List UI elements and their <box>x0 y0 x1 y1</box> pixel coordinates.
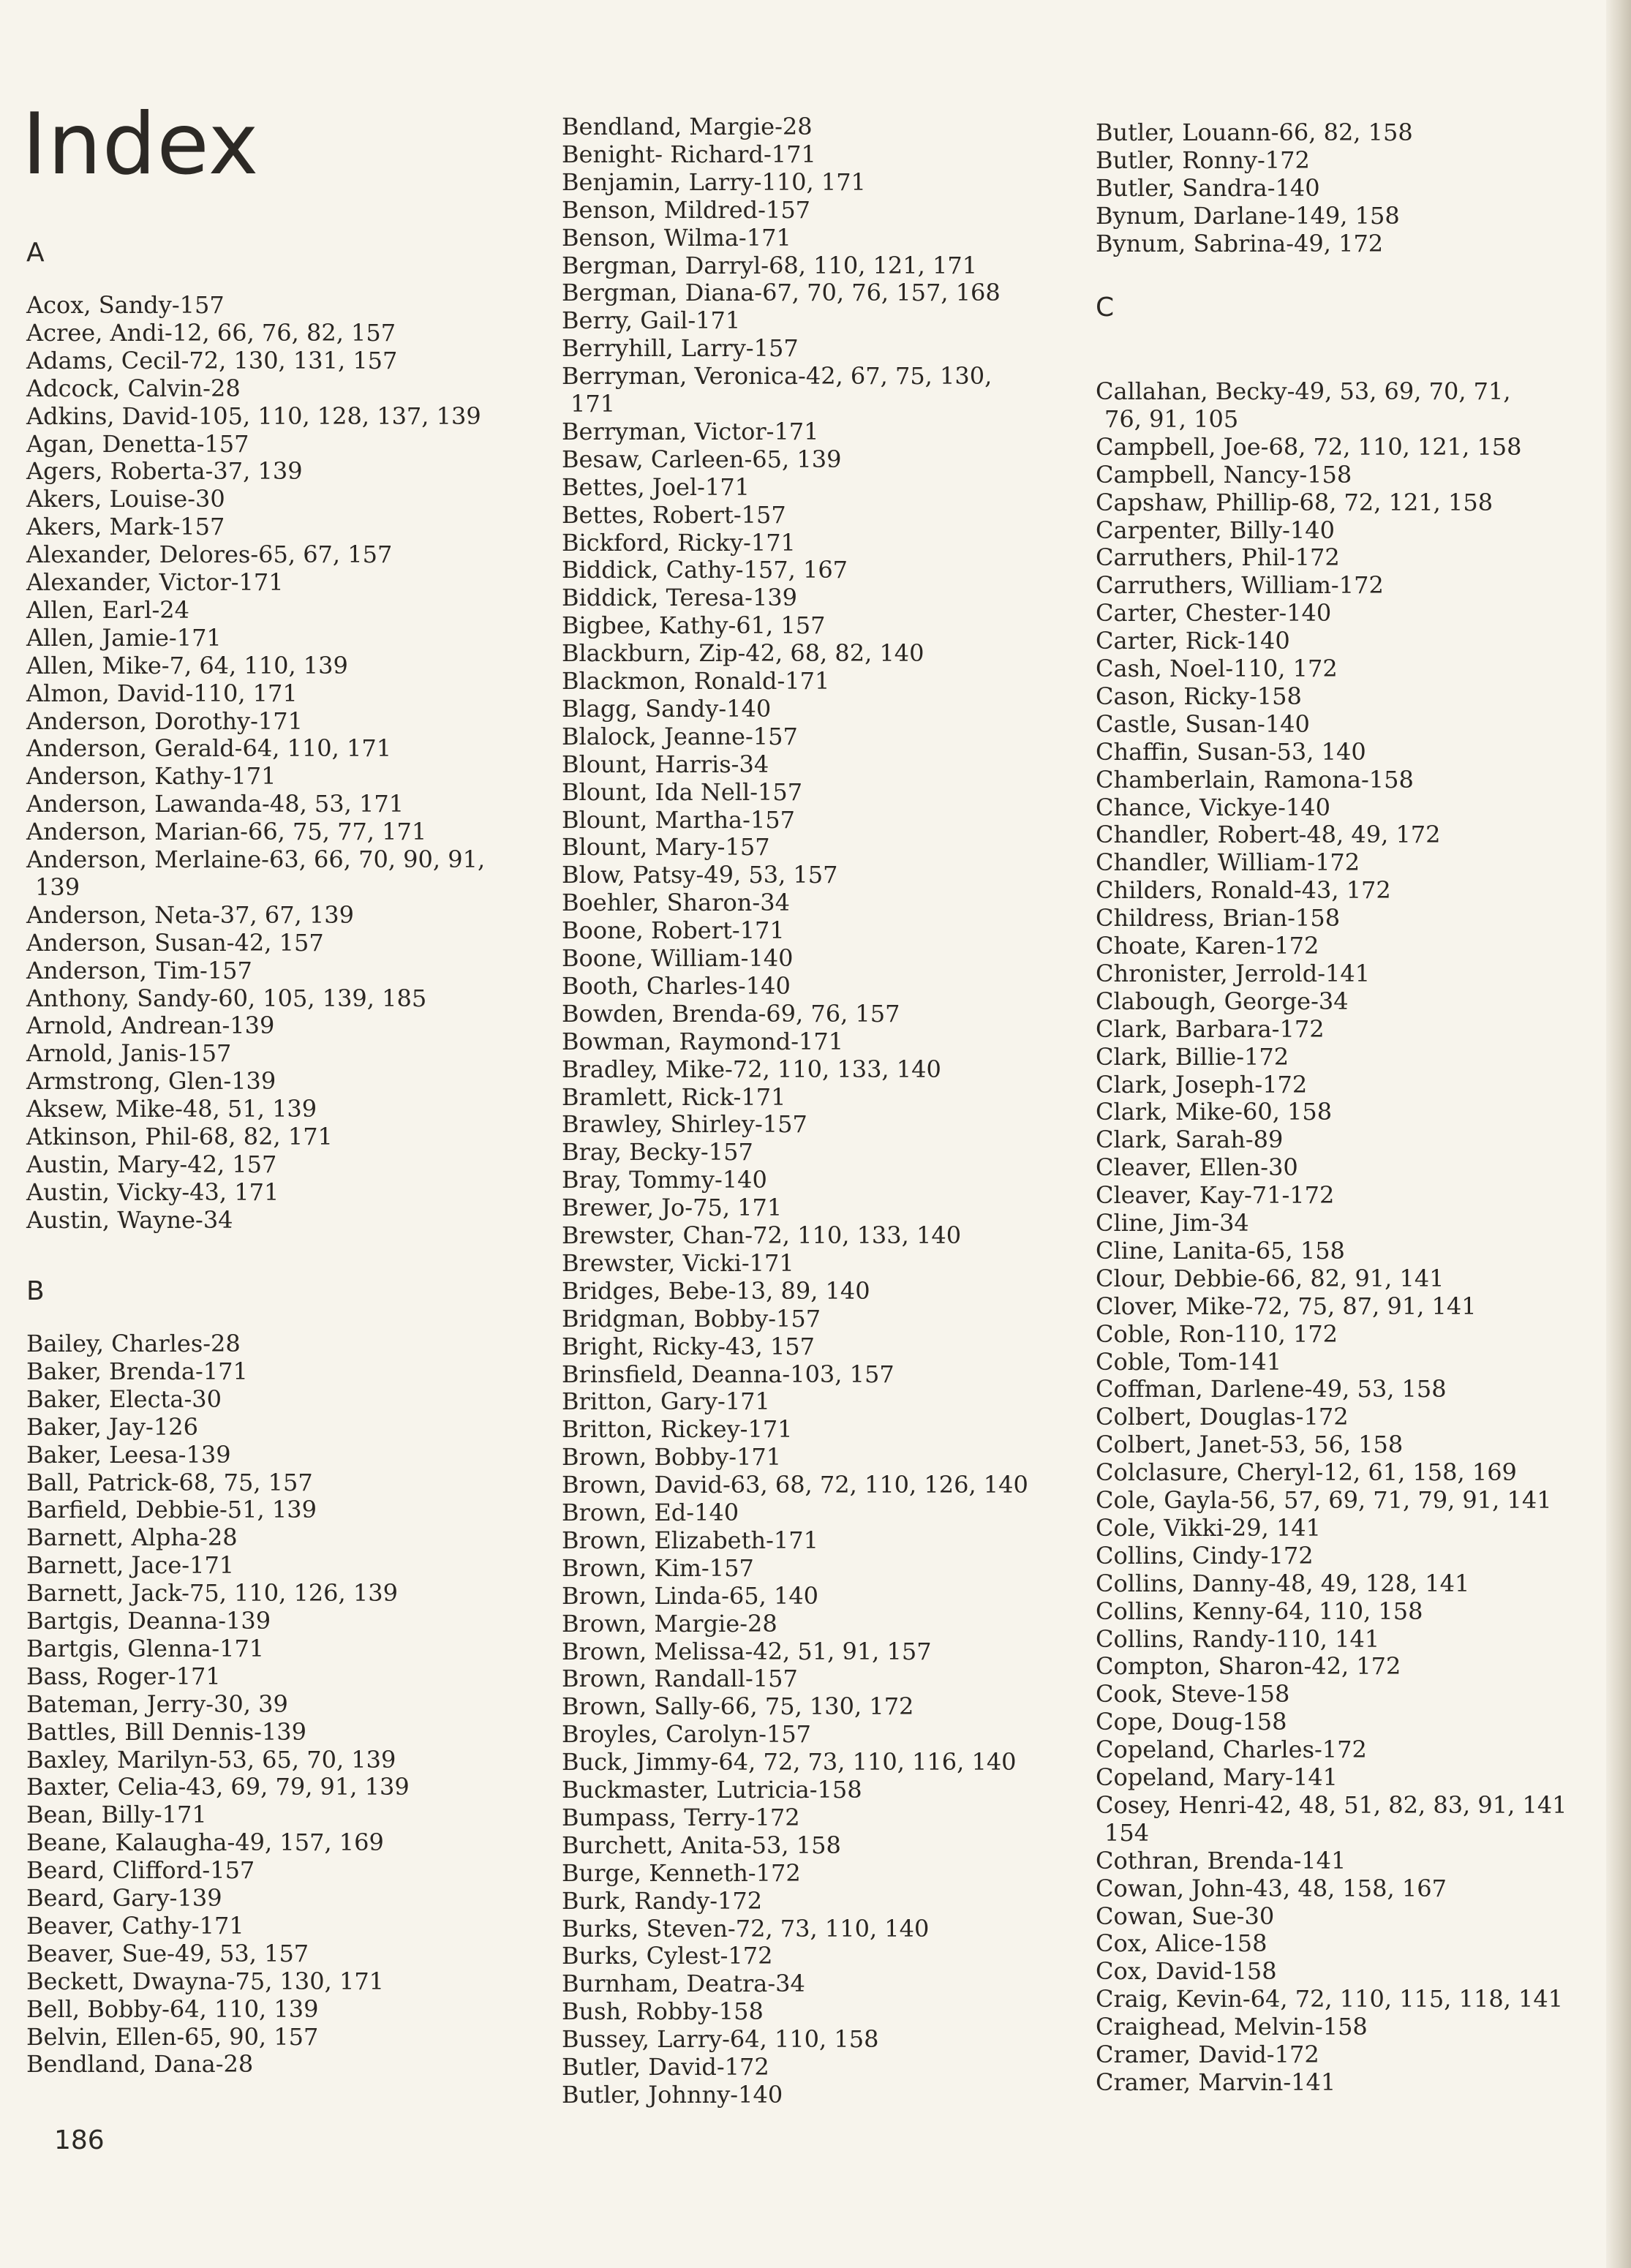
index-entry: Brawley, Shirley-157 <box>562 1110 807 1139</box>
section-letter: B <box>26 1276 45 1306</box>
index-entry: Brown, Randall-157 <box>562 1665 798 1693</box>
index-entry: Baker, Brenda-171 <box>26 1357 248 1385</box>
index-entry: Boone, Robert-171 <box>562 916 785 945</box>
index-entry: Bridges, Bebe-13, 89, 140 <box>562 1276 870 1305</box>
index-entry: Baker, Jay-126 <box>26 1412 198 1441</box>
index-entry: Biddick, Cathy-157, 167 <box>562 556 848 584</box>
index-entry: Baker, Leesa-139 <box>26 1440 231 1469</box>
index-entry: Castle, Susan-140 <box>1096 709 1310 738</box>
index-entry: Battles, Bill Dennis-139 <box>26 1717 306 1746</box>
index-entry <box>1096 1792 1567 1847</box>
section-letter: C <box>1096 293 1115 323</box>
index-entry: Burks, Steven-72, 73, 110, 140 <box>562 1914 930 1943</box>
index-entry: Collins, Cindy-172 <box>1096 1541 1314 1570</box>
index-entry-continuation: 154 <box>1104 1818 1150 1847</box>
index-entry: Boehler, Sharon-34 <box>562 889 790 917</box>
index-entry: Choate, Karen-172 <box>1096 932 1319 960</box>
index-entry: Brown, Melissa-42, 51, 91, 157 <box>562 1637 932 1665</box>
index-entry: Carter, Rick-140 <box>1096 627 1290 655</box>
index-entry: Beane, Kalaugha-49, 157, 169 <box>26 1828 384 1857</box>
index-entry: Craighead, Melvin-158 <box>1096 2013 1368 2041</box>
index-entry: Brown, Elizabeth-171 <box>562 1526 818 1554</box>
index-entry: Blount, Martha-157 <box>562 805 796 834</box>
index-entry: Bettes, Robert-157 <box>562 500 786 529</box>
index-entry: Barnett, Jace-171 <box>26 1551 235 1580</box>
index-entry: Blagg, Sandy-140 <box>562 694 772 723</box>
index-entry: Clover, Mike-72, 75, 87, 91, 141 <box>1096 1292 1477 1320</box>
index-entry: Cox, Alice-158 <box>1096 1929 1267 1958</box>
index-entry: Cowan, Sue-30 <box>1096 1902 1275 1930</box>
index-entry: Colclasure, Cheryl-12, 61, 158, 169 <box>1096 1458 1517 1487</box>
index-entry: Buck, Jimmy-64, 72, 73, 110, 116, 140 <box>562 1748 1017 1777</box>
index-entry: Besaw, Carleen-65, 139 <box>562 445 842 473</box>
index-entry: Collins, Randy-110, 141 <box>1096 1624 1380 1653</box>
index-entry: Carruthers, Phil-172 <box>1096 543 1340 572</box>
index-entry: Clark, Sarah-89 <box>1096 1126 1284 1154</box>
index-entry: Cowan, John-43, 48, 158, 167 <box>1096 1874 1447 1902</box>
index-entry: Arnold, Andrean-139 <box>26 1011 275 1040</box>
index-entry: Brown, Linda-65, 140 <box>562 1581 819 1610</box>
index-entry: Beard, Gary-139 <box>26 1884 222 1912</box>
index-entry: Cline, Lanita-65, 158 <box>1096 1236 1345 1265</box>
index-entry: Acree, Andi-12, 66, 76, 82, 157 <box>26 318 396 347</box>
index-entry: Alexander, Delores-65, 67, 157 <box>26 540 393 569</box>
index-entry: Anderson, Lawanda-48, 53, 171 <box>26 790 404 818</box>
index-entry: Bush, Robby-158 <box>562 1997 764 2026</box>
index-entry: Anderson, Kathy-171 <box>26 762 276 791</box>
index-entry: Clark, Mike-60, 158 <box>1096 1098 1333 1126</box>
index-entry: Clour, Debbie-66, 82, 91, 141 <box>1096 1264 1444 1292</box>
index-entry: Austin, Mary-42, 157 <box>26 1150 277 1178</box>
index-entry: Blackmon, Ronald-171 <box>562 667 830 695</box>
page-number: 186 <box>54 2125 105 2155</box>
index-entry: Blow, Patsy-49, 53, 157 <box>562 861 838 889</box>
index-entry: Acox, Sandy-157 <box>26 291 225 319</box>
index-entry: Brewer, Jo-75, 171 <box>562 1194 783 1222</box>
index-entry: Belvin, Ellen-65, 90, 157 <box>26 2022 319 2051</box>
index-entry: Bean, Billy-171 <box>26 1801 207 1829</box>
index-entry: Capshaw, Phillip-68, 72, 121, 158 <box>1096 488 1493 516</box>
index-entry: Bray, Becky-157 <box>562 1138 753 1167</box>
index-entry: Benson, Wilma-171 <box>562 223 791 252</box>
index-entry: Blount, Mary-157 <box>562 833 770 862</box>
index-entry: Anderson, Tim-157 <box>26 956 252 984</box>
index-entry: Compton, Sharon-42, 172 <box>1096 1652 1401 1681</box>
index-entry: Carpenter, Billy-140 <box>1096 516 1335 544</box>
index-entry: Berryhill, Larry-157 <box>562 334 799 363</box>
index-entry: Armstrong, Glen-139 <box>26 1067 276 1096</box>
index-entry: Adkins, David-105, 110, 128, 137, 139 <box>26 402 481 430</box>
index-entry: Allen, Earl-24 <box>26 595 189 624</box>
index-entry: Brown, Sally-66, 75, 130, 172 <box>562 1692 914 1721</box>
index-entry: Allen, Mike-7, 64, 110, 139 <box>26 651 348 679</box>
index-entry: Bramlett, Rick-171 <box>562 1082 786 1111</box>
index-entry: Blount, Ida Nell-157 <box>562 777 803 806</box>
index-entry: Cleaver, Kay-71-172 <box>1096 1181 1335 1210</box>
index-entry: Copeland, Mary-141 <box>1096 1763 1338 1791</box>
index-entry: Agan, Denetta-157 <box>26 429 249 458</box>
index-entry: Brown, David-63, 68, 72, 110, 126, 140 <box>562 1471 1028 1499</box>
index-entry: Benight- Richard-171 <box>562 140 816 168</box>
index-entry: Brown, Bobby-171 <box>562 1443 782 1472</box>
index-entry: Brown, Kim-157 <box>562 1553 754 1582</box>
index-entry: Bateman, Jerry-30, 39 <box>26 1689 288 1718</box>
index-entry: Chaffin, Susan-53, 140 <box>1096 737 1366 766</box>
index-entry <box>562 363 992 418</box>
index-entry: Anderson, Dorothy-171 <box>26 707 303 735</box>
index-entry: Bowman, Raymond-171 <box>562 1027 844 1055</box>
index-entry: Carter, Chester-140 <box>1096 599 1332 628</box>
page-edge <box>1606 0 1631 2268</box>
index-entry: Cope, Doug-158 <box>1096 1708 1287 1736</box>
index-entry: Cothran, Brenda-141 <box>1096 1846 1346 1875</box>
index-entry: Benson, Mildred-157 <box>562 195 811 224</box>
index-entry: Barnett, Jack-75, 110, 126, 139 <box>26 1579 398 1608</box>
index-entry: Anthony, Sandy-60, 105, 139, 185 <box>26 984 427 1012</box>
index-entry: Copeland, Charles-172 <box>1096 1736 1367 1764</box>
index-entry: Bickford, Ricky-171 <box>562 528 796 557</box>
index-entry: Childress, Brian-158 <box>1096 904 1341 933</box>
index-entry: Agers, Roberta-37, 139 <box>26 457 303 486</box>
index-entry: Adcock, Calvin-28 <box>26 374 241 402</box>
index-entry: Almon, David-110, 171 <box>26 679 298 707</box>
index-entry: Boone, William-140 <box>562 944 794 972</box>
index-entry: Bynum, Sabrina-49, 172 <box>1096 229 1384 257</box>
index-entry: Barfield, Debbie-51, 139 <box>26 1496 317 1524</box>
index-entry: Chandler, William-172 <box>1096 848 1360 877</box>
index-entry: Brown, Ed-140 <box>562 1499 739 1526</box>
index-entry: Cole, Vikki-29, 141 <box>1096 1513 1322 1542</box>
index-entry: Clark, Joseph-172 <box>1096 1070 1308 1099</box>
index-entry: Booth, Charles-140 <box>562 971 791 1000</box>
index-entry: Cramer, David-172 <box>1096 2041 1319 2068</box>
index-entry: Barnett, Alpha-28 <box>26 1523 238 1552</box>
index-entry: Berry, Gail-171 <box>562 306 741 335</box>
index-entry: Butler, Louann-66, 82, 158 <box>1096 118 1413 146</box>
index-entry: Clark, Barbara-172 <box>1096 1014 1325 1043</box>
index-entry: Cason, Ricky-158 <box>1096 682 1302 710</box>
index-entry: Blount, Harris-34 <box>562 750 769 778</box>
index-entry: Ball, Patrick-68, 75, 157 <box>26 1468 313 1496</box>
index-entry: Beaver, Cathy-171 <box>26 1911 244 1940</box>
index-entry-text: Callahan, Becky-49, 53, 69, 70, 71, <box>1096 377 1511 405</box>
index-entry: Bell, Bobby-64, 110, 139 <box>26 1994 319 2023</box>
index-entry: Anderson, Marian-66, 75, 77, 171 <box>26 818 427 846</box>
index-entry: Adams, Cecil-72, 130, 131, 157 <box>26 346 398 374</box>
index-entry: Baxter, Celia-43, 69, 79, 91, 139 <box>26 1773 410 1801</box>
index-entry: Burnham, Deatra-34 <box>562 1970 805 1998</box>
index-entry: Bray, Tommy-140 <box>562 1166 767 1194</box>
section-letter: A <box>26 238 45 268</box>
index-entry: Bumpass, Terry-172 <box>562 1803 800 1831</box>
index-entry: Blackburn, Zip-42, 68, 82, 140 <box>562 639 924 668</box>
index-entry: Austin, Vicky-43, 171 <box>26 1178 279 1206</box>
index-entry: Cramer, Marvin-141 <box>1096 2068 1336 2096</box>
index-entry: Coble, Tom-141 <box>1096 1347 1282 1376</box>
index-entry: Bridgman, Bobby-157 <box>562 1304 821 1333</box>
index-entry: Coffman, Darlene-49, 53, 158 <box>1096 1375 1447 1404</box>
index-entry-text: Berryman, Veronica-42, 67, 75, 130, <box>562 362 992 391</box>
index-entry-continuation: 76, 91, 105 <box>1104 404 1239 433</box>
index-entry: Bynum, Darlane-149, 158 <box>1096 201 1400 230</box>
index-entry: Cole, Gayla-56, 57, 69, 71, 79, 91, 141 <box>1096 1486 1552 1514</box>
index-entry: Arnold, Janis-157 <box>26 1039 232 1068</box>
index-entry: Carruthers, William-172 <box>1096 571 1384 600</box>
index-entry: Cline, Jim-34 <box>1096 1209 1249 1237</box>
index-entry: Brewster, Chan-72, 110, 133, 140 <box>562 1221 962 1249</box>
index-entry: Broyles, Carolyn-157 <box>562 1720 812 1749</box>
index-entry: Alexander, Victor-171 <box>26 568 284 596</box>
index-entry: Colbert, Douglas-172 <box>1096 1403 1349 1431</box>
page-title: Index <box>22 95 260 194</box>
index-entry: Butler, Johnny-140 <box>562 2080 783 2109</box>
index-entry: Britton, Rickey-171 <box>562 1415 793 1444</box>
index-entry: Chronister, Jerrold-141 <box>1096 959 1371 987</box>
index-entry: Chandler, Robert-48, 49, 172 <box>1096 821 1441 849</box>
index-entry <box>1096 378 1511 434</box>
index-entry: Bass, Roger-171 <box>26 1662 221 1690</box>
index-entry: Beaver, Sue-49, 53, 157 <box>26 1939 309 1967</box>
index-entry: Allen, Jamie-171 <box>26 623 222 652</box>
index-entry: Campbell, Nancy-158 <box>1096 460 1352 489</box>
index-entry: Clark, Billie-172 <box>1096 1042 1289 1071</box>
index-entry: Benjamin, Larry-110, 171 <box>562 167 866 196</box>
index-entry: Burge, Kenneth-172 <box>562 1858 801 1887</box>
index-entry: Brinsfield, Deanna-103, 157 <box>562 1360 894 1388</box>
index-entry: Brown, Margie-28 <box>562 1609 777 1638</box>
index-entry: Bendland, Dana-28 <box>26 2050 254 2079</box>
index-entry: Bettes, Joel-171 <box>562 472 750 501</box>
index-entry: Clabough, George-34 <box>1096 987 1349 1015</box>
index-entry: Austin, Wayne-34 <box>26 1205 233 1234</box>
index-entry: Cleaver, Ellen-30 <box>1096 1153 1298 1182</box>
index-entry: Buckmaster, Lutricia-158 <box>562 1776 862 1804</box>
index-entry: Bailey, Charles-28 <box>26 1330 241 1357</box>
index-entry: Collins, Kenny-64, 110, 158 <box>1096 1597 1423 1625</box>
index-entry: Cox, David-158 <box>1096 1957 1277 1986</box>
index-entry: Burchett, Anita-53, 158 <box>562 1831 841 1859</box>
index-entry: Butler, Ronny-172 <box>1096 146 1310 174</box>
index-entry: Biddick, Teresa-139 <box>562 584 798 612</box>
index-entry: Atkinson, Phil-68, 82, 171 <box>26 1123 333 1150</box>
index-entry: Anderson, Susan-42, 157 <box>26 928 324 957</box>
index-entry: Anderson, Gerald-64, 110, 171 <box>26 734 392 763</box>
index-entry: Coble, Ron-110, 172 <box>1096 1319 1338 1348</box>
index-entry <box>26 846 485 902</box>
index-entry: Collins, Danny-48, 49, 128, 141 <box>1096 1569 1470 1597</box>
index-entry: Bendland, Margie-28 <box>562 113 813 140</box>
index-entry-continuation: 139 <box>35 873 80 901</box>
index-entry: Akers, Louise-30 <box>26 485 225 513</box>
index-entry: Chamberlain, Ramona-158 <box>1096 765 1414 794</box>
index-entry: Aksew, Mike-48, 51, 139 <box>26 1095 317 1123</box>
index-entry: Burk, Randy-172 <box>562 1886 763 1915</box>
index-entry: Britton, Gary-171 <box>562 1387 770 1416</box>
index-entry: Blalock, Jeanne-157 <box>562 722 798 750</box>
index-entry: Bartgis, Glenna-171 <box>26 1634 265 1662</box>
index-entry: Beard, Clifford-157 <box>26 1856 255 1885</box>
index-entry: Baker, Electa-30 <box>26 1384 222 1413</box>
index-entry: Berryman, Victor-171 <box>562 417 819 445</box>
index-entry-text: Cosey, Henri-42, 48, 51, 82, 83, 91, 141 <box>1096 1790 1567 1819</box>
index-entry: Burks, Cylest-172 <box>562 1942 773 1970</box>
index-entry: Bowden, Brenda-69, 76, 157 <box>562 999 900 1028</box>
index-entry-continuation: 171 <box>570 390 616 418</box>
index-entry: Childers, Ronald-43, 172 <box>1096 876 1391 905</box>
index-entry: Cash, Noel-110, 172 <box>1096 655 1338 682</box>
index-entry: Colbert, Janet-53, 56, 158 <box>1096 1431 1404 1459</box>
index-entry: Bright, Ricky-43, 157 <box>562 1332 816 1360</box>
index-entry-text: Anderson, Merlaine-63, 66, 70, 90, 91, <box>26 845 486 873</box>
index-entry: Akers, Mark-157 <box>26 513 225 541</box>
index-entry: Bussey, Larry-64, 110, 158 <box>562 2025 879 2054</box>
index-entry: Bartgis, Deanna-139 <box>26 1607 271 1635</box>
index-entry: Brewster, Vicki-171 <box>562 1248 794 1277</box>
index-entry: Butler, David-172 <box>562 2053 769 2081</box>
index-entry: Craig, Kevin-64, 72, 110, 115, 118, 141 <box>1096 1985 1564 2013</box>
index-entry: Chance, Vickye-140 <box>1096 793 1330 821</box>
index-entry: Campbell, Joe-68, 72, 110, 121, 158 <box>1096 432 1522 461</box>
index-entry: Bradley, Mike-72, 110, 133, 140 <box>562 1055 941 1083</box>
index-entry: Beckett, Dwayna-75, 130, 171 <box>26 1967 385 1995</box>
index-entry: Anderson, Neta-37, 67, 139 <box>26 900 354 929</box>
index-entry: Butler, Sandra-140 <box>1096 173 1320 202</box>
index-entry: Cook, Steve-158 <box>1096 1680 1290 1708</box>
index-entry: Bergman, Darryl-68, 110, 121, 171 <box>562 251 978 279</box>
index-entry: Baxley, Marilyn-53, 65, 70, 139 <box>26 1745 396 1774</box>
index-entry: Bergman, Diana-67, 70, 76, 157, 168 <box>562 279 1001 307</box>
index-entry: Bigbee, Kathy-61, 157 <box>562 611 826 640</box>
